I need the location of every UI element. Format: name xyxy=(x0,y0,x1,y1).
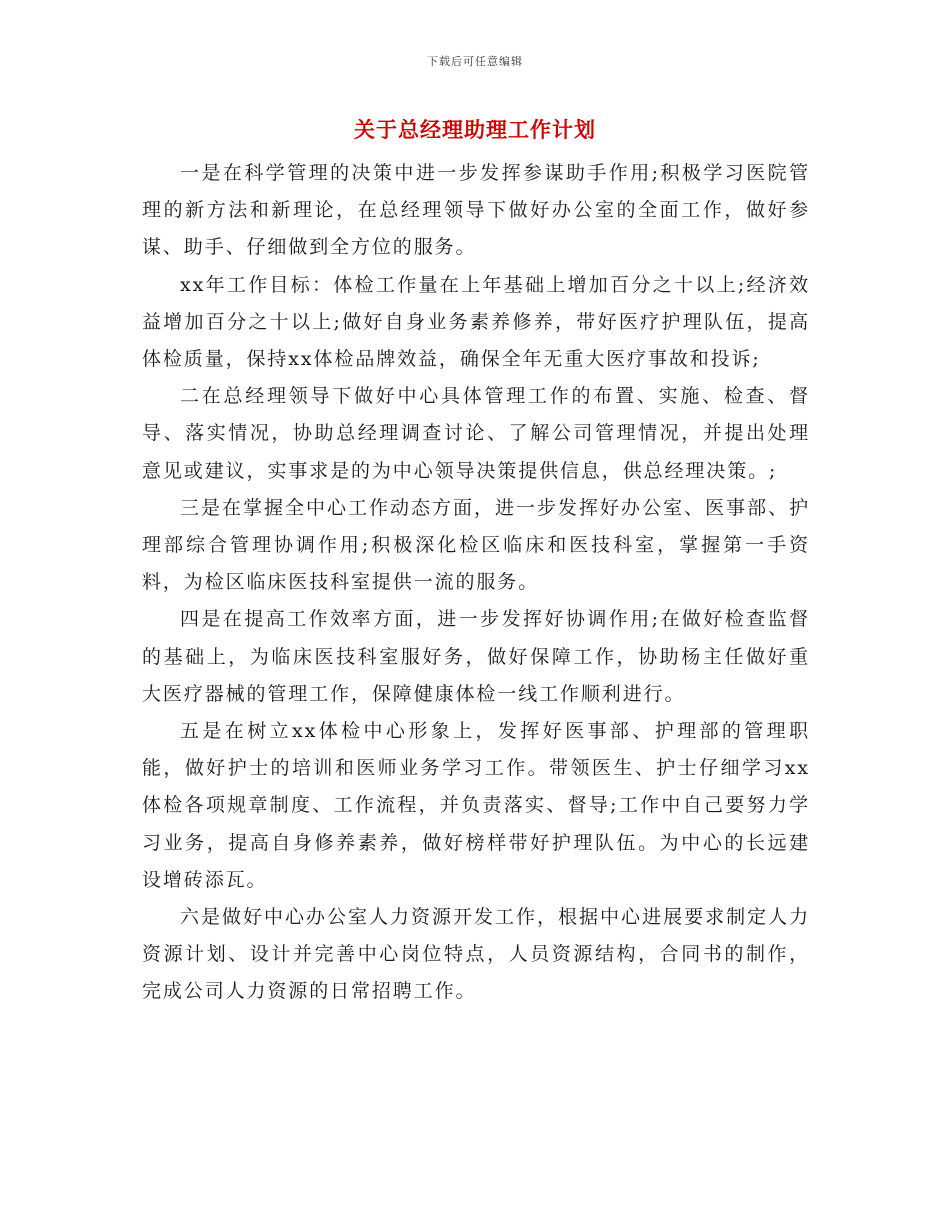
paragraph-4: 三是在掌握全中心工作动态方面，进一步发挥好办公室、医事部、护理部综合管理协调作用;积极深化检区临床和医技科室，掌握第一手资料，为检区临床医技科室提供一流的服务。 xyxy=(142,496,810,594)
paragraph-7: 六是做好中心办公室人力资源开发工作，根据中心进展要求制定人力资源计划、设计并完善中心岗位特点，人员资源结构，合同书的制作，完成公司人力资源的日常招聘工作。 xyxy=(142,906,810,1003)
document-body xyxy=(142,155,810,1011)
document-title: 关于总经理助理工作计划 xyxy=(354,117,596,142)
paragraph-2: xx年工作目标：体检工作量在上年基础上增加百分之十以上;经济效益增加百分之十以上;做好自身业务素养修养，带好医疗护理队伍，提高体检质量，保持xx体检品牌效益，确保全年无重大医疗事故和投诉; xyxy=(142,273,810,371)
page-header-note: 下载后可任意编辑 xyxy=(427,55,523,68)
paragraph-6: 五是在树立xx体检中心形象上，发挥好医事部、护理部的管理职能，做好护士的培训和医师业务学习工作。带领医生、护士仔细学习xx体检各项规章制度、工作流程，并负责落实、督导;工作中自己要努力学习业务，提高自身修养素养，做好榜样带好护理队伍。为中心的长远建设增砖添瓦。 xyxy=(142,720,810,891)
paragraph-5: 四是在提高工作效率方面，进一步发挥好协调作用;在做好检查监督的基础上，为临床医技科室服好务，做好保障工作，协助杨主任做好重大医疗器械的管理工作，保障健康体检一线工作顺利进行。 xyxy=(142,608,810,705)
paragraph-3: 二在总经理领导下做好中心具体管理工作的布置、实施、检查、督导、落实情况，协助总经理调查讨论、了解公司管理情况，并提出处理意见或建议，实事求是的为中心领导决策提供信息，供总经理决策。; xyxy=(142,385,810,482)
paragraph-1: 一是在科学管理的决策中进一步发挥参谋助手作用;积极学习医院管理的新方法和新理论，在总经理领导下做好办公室的全面工作，做好参谋、助手、仔细做到全方位的服务。 xyxy=(142,162,810,259)
